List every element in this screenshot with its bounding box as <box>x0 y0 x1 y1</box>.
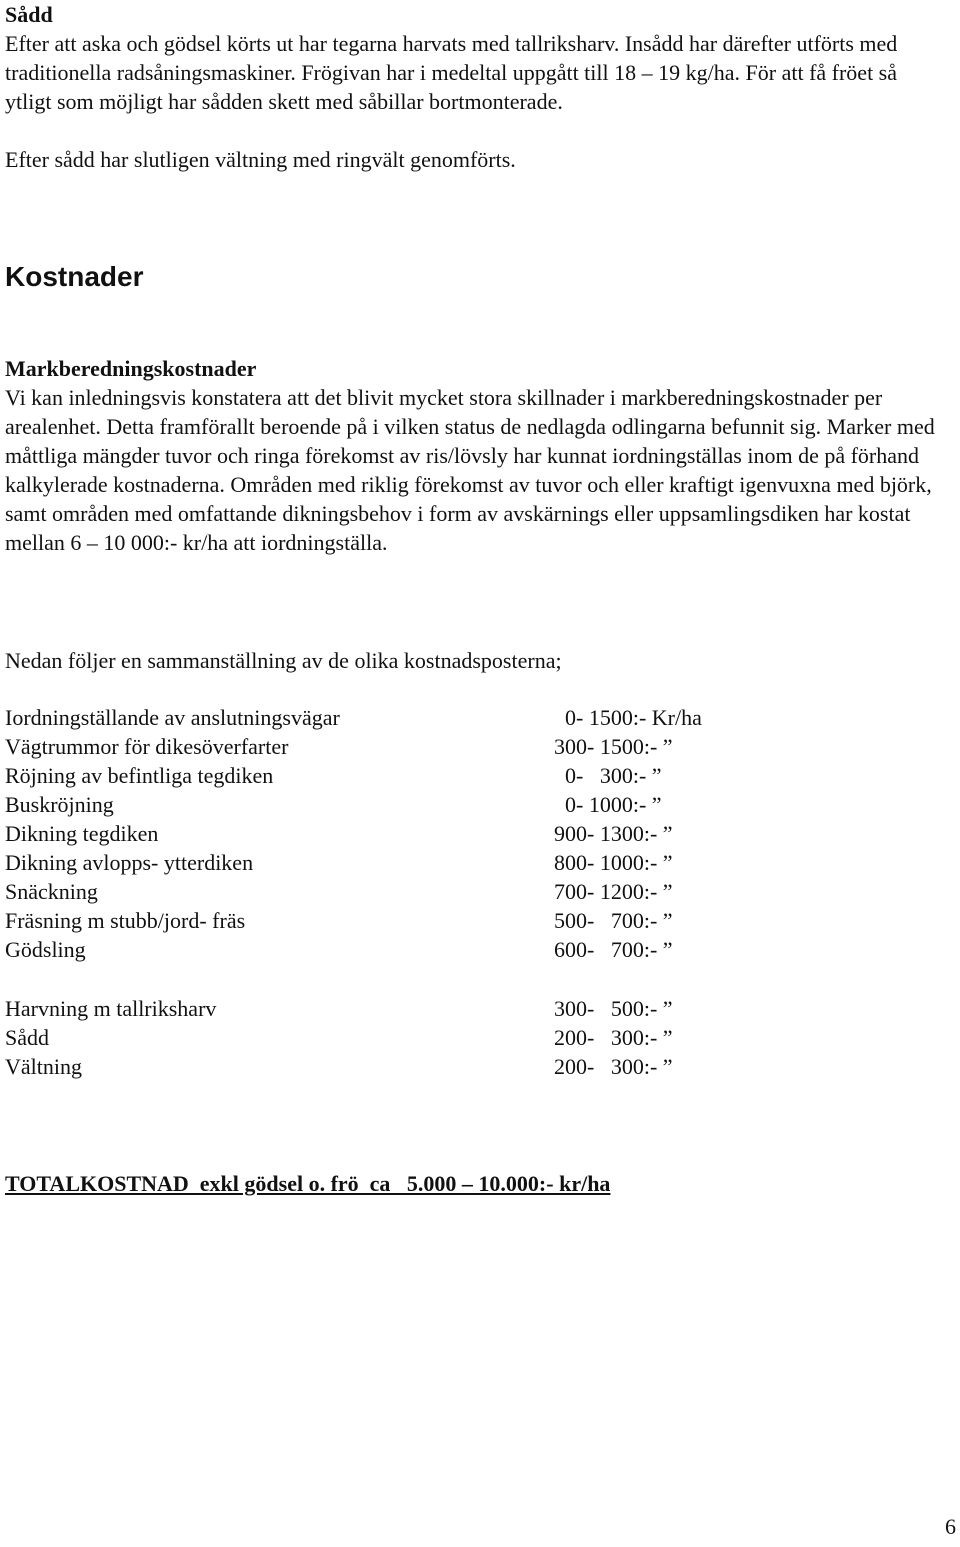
total-cost-line: TOTALKOSTNAD exkl gödsel o. frö ca 5.000 – 10.000:- kr/ha <box>5 1171 611 1196</box>
cost-label: Snäckning <box>5 879 98 904</box>
cost-row <box>5 1052 805 1081</box>
cost-row <box>5 1023 805 1052</box>
cost-amount: 300- 500:- ” <box>554 996 673 1021</box>
cost-amount: 700- 1200:- ” <box>554 879 673 904</box>
cost-row <box>5 935 805 964</box>
cost-label: Gödsling <box>5 937 86 962</box>
cost-amount: 300- 1500:- ” <box>554 734 673 759</box>
cost-label: Iordningställande av anslutningsvägar <box>5 705 340 730</box>
cost-amount: 200- 300:- ” <box>554 1025 673 1050</box>
cost-amount: 0- 1500:- Kr/ha <box>554 705 702 730</box>
subheading-markberedningskostnader: Markberedningskostnader <box>5 356 257 381</box>
cost-amount: 900- 1300:- ” <box>554 821 673 846</box>
cost-list-group-1 <box>5 703 805 964</box>
cost-label: Buskröjning <box>5 792 114 817</box>
cost-label: Dikning tegdiken <box>5 821 159 846</box>
page-number: 6 <box>945 1514 956 1539</box>
cost-row <box>5 790 805 819</box>
cost-row <box>5 906 805 935</box>
cost-label: Dikning avlopps- ytterdiken <box>5 850 254 875</box>
section-heading-kostnader: Kostnader <box>5 261 144 292</box>
cost-amount: 800- 1000:- ” <box>554 850 673 875</box>
cost-row <box>5 877 805 906</box>
cost-amount: 500- 700:- ” <box>554 908 673 933</box>
sadd-paragraph-2: Efter sådd har slutligen vältning med ringvält genomförts. <box>5 147 516 172</box>
section-heading-sadd: Sådd <box>5 2 53 27</box>
cost-row <box>5 732 805 761</box>
cost-label: Vältning <box>5 1054 82 1079</box>
cost-row <box>5 703 805 732</box>
cost-amount: 0- 1000:- ” <box>554 792 662 817</box>
cost-label: Harvning m tallriksharv <box>5 996 217 1021</box>
cost-label: Vägtrummor för dikesöverfarter <box>5 734 289 759</box>
cost-list-intro: Nedan följer en sammanställning av de olika kostnadsposterna; <box>5 648 562 673</box>
cost-amount: 0- 300:- ” <box>554 763 662 788</box>
sadd-paragraph: Efter att aska och gödsel körts ut har tegarna harvats med tallriksharv. Insådd har därefter utförts med traditionella radsåningsmaskiner. Frögivan har i medeltal uppgått till 18 – 19 kg/ha. För att få fröet så ytligt som möjligt har sådden skett med såbillar bortmonterade. <box>5 31 898 114</box>
cost-amount: 200- 300:- ” <box>554 1054 673 1079</box>
cost-label: Fräsning m stubb/jord- fräs <box>5 908 246 933</box>
cost-label: Sådd <box>5 1025 49 1050</box>
cost-label: Röjning av befintliga tegdiken <box>5 763 274 788</box>
cost-row <box>5 994 805 1023</box>
cost-amount: 600- 700:- ” <box>554 937 673 962</box>
kostnader-paragraph: Vi kan inledningsvis konstatera att det blivit mycket stora skillnader i markberedningskostnader per arealenhet. Detta framförallt beroende på i vilken status de nedlagda odlingarna befunnit sig. Marker med måttliga mängder tuvor och ringa förekomst av ris/lövsly har kunnat iordningställas inom de på förhand kalkylerade kostnaderna. Områden med riklig förekomst av tuvor och eller kraftigt igenvuxna med björk, samt områden med omfattande dikningsbehov i form av avskärnings eller uppsamlingsdiken har kostat mellan 6 – 10 000:- kr/ha att iordningställa. <box>5 385 935 555</box>
cost-row <box>5 761 805 790</box>
cost-row <box>5 819 805 848</box>
cost-list-group-2 <box>5 994 805 1081</box>
cost-row <box>5 848 805 877</box>
